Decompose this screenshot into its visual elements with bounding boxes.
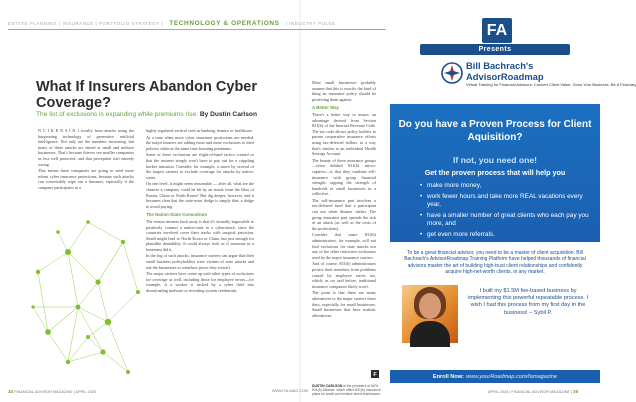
svg-text:F: F [373,372,377,379]
section-title: TECHNOLOGY & OPERATIONS [169,19,280,27]
paragraph: highly regulated vertical such as banking, finance or healthcare. [146,128,253,133]
footer-left-text: FINANCIAL ADVISOR MAGAZINE | APRIL 2025 [14,390,96,394]
paragraph: The beauty of these insurance groups—often dubbed 831(b) micro-captives—is that they combine self-insurance with group financial strength, tapping the strength of hundreds of small businesses in a collective. [312,157,376,197]
brand-line-1: Bill Bachrach's [466,60,534,71]
benefit-item: • make more money, [420,182,590,190]
ad-get-proven: Get the proven process that will help you [424,168,566,177]
compass-icon [441,62,463,84]
article-deck [36,111,306,118]
network-illustration [28,212,144,382]
header-breadcrumbs-left: ESTATE PLANNING | INSURANCE | PORTFOLIO STRATEGY | [8,20,164,26]
bio-name: DUSTIN CARLSON [312,384,343,388]
subhead: The Nation-State Conundrum [146,212,207,218]
paragraph: The major carriers have come up with other types of exclusions for coverage as well, including those for employee errors—for example, if a worker is tricked by a cyber thief into downloading malware or revealing system credentials. [146,271,254,294]
enroll-label: Enroll Now: [432,373,464,380]
ad-header [390,0,636,104]
deck-text: The list of exclusions is expanding while premiums rise. [36,111,198,118]
author-bio [312,384,382,397]
photo-face [419,293,441,319]
paragraph: The point is that there are many alternatives to the major carriers these days, especially for small businesses. Small businesses that have realistic alternatives. [312,290,376,318]
bio-text: is the president of IAFA 831(b) Alliance, which offers 831(b) insurance plans for small and midsize sized businesses. [312,384,381,397]
enroll-link[interactable] [390,370,600,383]
enroll-url[interactable]: www.yourRoadmap.com/famagazine [465,373,558,380]
header-breadcrumbs-right: | INDUSTRY PULSE [285,20,336,26]
fa-end-mark-icon [371,370,379,378]
header-rule [8,29,386,30]
benefit-item: • have a smaller number of great clients who each pay you more, and [420,212,590,228]
ad-description: To be a great financial advisor, you need to be a master of client acquisition. Bill Bachrach's AdvisorRoadmap Training Platform have helped thousands of financial advisors master the art of building high-trust client relationships and confidently acquire high-net-worth clients, in any market. [404,250,586,276]
paragraph: The reason insurers back away is that it's virtually impossible to positively connect a nation-state to a cyberattack, since the countries involved cover their tracks with surgical precision. Small might lead to North Korea or China, but just enough for plausible deniability. It could always look as if someone in a basement did it. [146,218,254,252]
testimonial-photo [402,285,458,343]
advisor-roadmap-ad[interactable] [390,0,636,384]
page-number-left: 34 [8,389,14,394]
testimonial-quote: I built my $1.5M fee-based business by implementing this powerful repeatable process. I wish I had this process from my first day in the business! – Sybil P. [467,288,589,316]
article-column-1 [38,128,134,206]
footer-url: WWW.FA-MAG.COM [272,389,309,393]
ad-benefits-list [420,182,590,242]
benefit-item: • work fewer hours and take more REAL vacations every year, [420,193,590,209]
paragraph: N C I K E N S I N 1 ncially from attacks using the burgeoning technology of generative artificial intelligence. Not only are the numbers increasing, but many of these attacks are aimed at small and midsize businesses. That's because thieves see smaller companies as less well protected, and that perception isn't entirely wrong. [38,128,134,167]
paragraph: On one level, it might seem reasonable — after all, what are the chances a company could be hit by an attack from the likes of Russia, China or North Korea? But dig deeper, however, and it becomes clear that the state-actor dodge is simply that: a dodge to avoid paying. [146,181,254,209]
article-headline: What If Insurers Abandon Cyber Coverage? [36,79,258,111]
fa-logo: FA [482,18,512,43]
ad-question: Do you have a Proven Process for Client Aquisition? [398,119,592,143]
paragraph: In the fog of such attacks, insurance carriers can argue that their small business policyholders were victims of state attacks and ask the businesses to somehow prove they weren't. [146,253,254,270]
paragraph: And of course, 831(b) administrators protect their members from problems caused by employee errors too, which, as we said before, traditional insurance companies likely won't. [312,261,376,289]
photo-body [410,321,450,347]
byline: By Dustin Carlson [199,111,257,118]
ad-offer-panel [390,104,600,242]
article-column-2 [146,128,254,386]
article-column-3 [312,80,376,388]
footer-right [488,389,578,394]
paragraph: Consider that some 831(b) administrators, for example, will not find exclusions for state attacks nor any of the other restrictive exclusions used by the major insurance carriers. [312,232,376,260]
paragraph: The self-insurance part involves a tax-deferred fund that a participant can use when disaster strikes. The group insurance part spreads the risk of an attack (as well as the costs of the protections). [312,197,376,231]
footer-right-text: APRIL 2025 | FINANCIAL ADVISOR MAGAZINE | [488,390,572,394]
subhead: A Better Way [312,105,339,111]
presents-banner: Presents [420,44,570,55]
paragraph: Most small businesses probably assume that this is exactly the kind of thing an insurance policy should be protecting them against. [312,80,376,102]
paragraph: At a time when more cyber insurance protections are needed, the major insurers are adding more and more exclusions to their policies while at the same time boosting premiums. [146,134,254,151]
footer-left [8,389,96,394]
page-number-right: 35 [573,389,579,394]
page-gutter [299,0,301,402]
ad-if-not: If not, you need one! [452,155,538,165]
brand-line-2: AdvisorRoadmap [466,71,544,82]
paragraph: Some of these exclusions are slight-of-hand tactics created so that the insurers simply won't have to pay out for a crippling hacker intrusion. Consider, for example, a move by several of the largest carriers to exclude coverage for attacks by nation-states. [146,152,254,180]
brand-title [466,60,544,82]
benefit-item: • get even more referrals. [420,231,590,239]
brand-tagline: Virtual Training for Financial Advisors: Convert Client Value, Grow Your Business, Be A Fiduciary [466,82,636,87]
paragraph: There's a better way to insure, an advantage derived from Section 831(b) of the Internal Revenue Code. The tax code allows policy holders to pursue cooperative insurance efforts using tax-deferred dollars, in a way that's similar to an individual Health Savings Account. [312,111,376,157]
section-header [8,19,386,27]
paragraph: That means these companies are going to need more robust cyber insurance protections, because such attacks can conceivably wipe out a business, especially if the company participates in a [38,168,134,190]
